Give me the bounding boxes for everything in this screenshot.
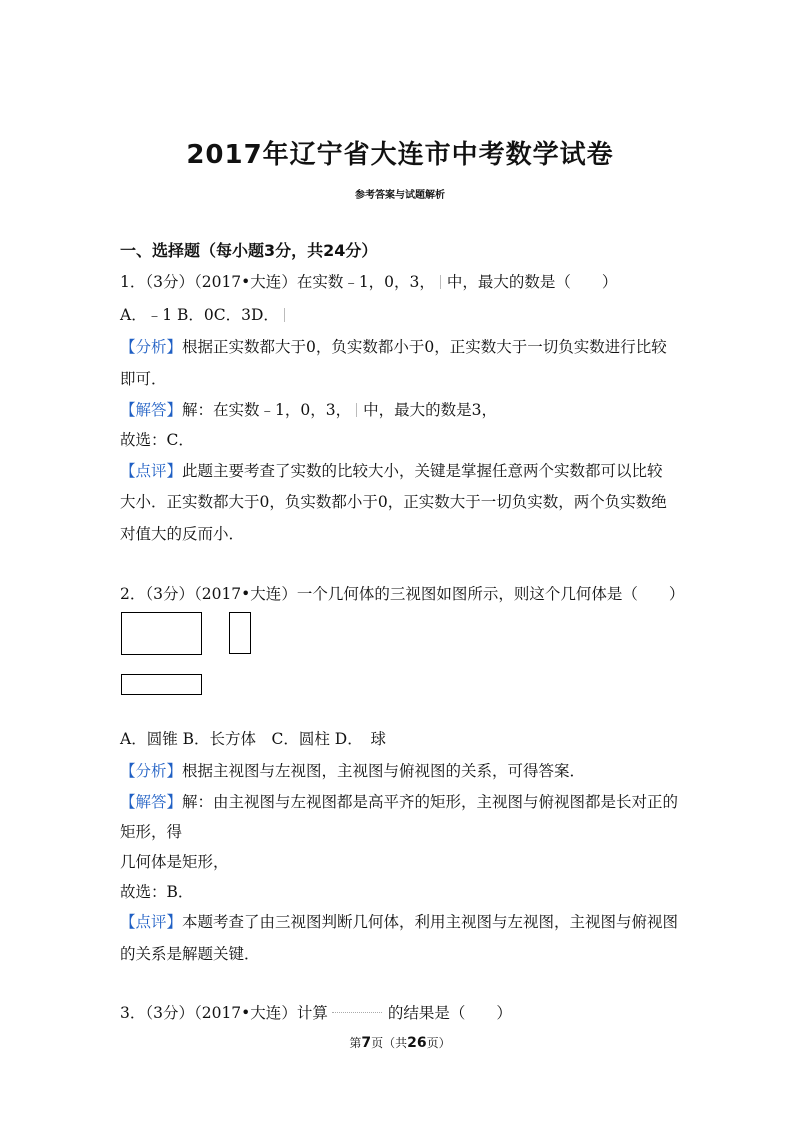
analysis-tag: 【分析】 [120,338,183,356]
comment-tag: 【点评】 [120,913,183,931]
q1-comment-cont: 对值大的反而小． [120,525,245,543]
q2-stem: 2．（3分）（2017•大连）一个几何体的三视图如图所示，则这个几何体是（ ） [120,585,685,603]
q1-analysis: 【分析】根据正实数都大于0，负实数都小于0，正实数大于一切负实数进行比较 [120,338,667,356]
q2-comment: 【点评】本题考查了由三视图判断几何体，利用主视图与左视图，主视图与俯视图 [120,913,679,931]
q2-answer: 【解答】解：由主视图与左视图都是高平齐的矩形，主视图与俯视图都是长对正的 [120,793,679,811]
total-pages: 26 [407,1035,427,1051]
side-view-rect [229,612,251,654]
answer-tag: 【解答】 [120,793,183,811]
front-view-rect [121,612,202,655]
analysis-tag: 【分析】 [120,762,183,780]
q1-options: A．﹣1 B．0C．3D． [120,305,291,325]
q1-comment-cont: 大小．正实数都大于0，负实数都小于0，正实数大于一切负实数，两个负实数绝 [120,493,667,511]
current-page: 7 [361,1035,372,1051]
page-subtitle: 参考答案与试题解析 [355,190,445,201]
section-heading: 一、选择题（每小题3分，共24分） [120,241,378,260]
q2-choice: 故选：B． [120,883,194,901]
page-footer: 第7页（共26页） [349,1035,451,1051]
q1-stem: 1．（3分）（2017•大连）在实数﹣1，0，3， 中，最大的数是（ ） [120,273,618,291]
q2-options: A．圆锥 B．长方体 C．圆柱 D． 球 [120,730,386,748]
q2-answer-cont: 矩形，得 [120,823,183,841]
q2-analysis: 【分析】根据主视图与左视图，主视图与俯视图的关系，可得答案． [120,762,586,780]
fraction-icon [281,308,289,322]
q2-answer-cont: 几何体是矩形， [120,853,229,871]
fraction-icon [353,403,361,417]
fraction-icon [437,275,445,289]
comment-tag: 【点评】 [120,462,183,480]
q3-stem: 3．（3分）（2017•大连）计算 的结果是（ ） [120,1004,512,1022]
q1-answer: 【解答】解：在实数﹣1，0，3， 中，最大的数是3， [120,401,497,419]
top-view-rect [121,674,202,695]
q1-comment: 【点评】此题主要考查了实数的比较大小，关键是掌握任意两个实数都可以比较 [120,462,663,480]
q2-comment-cont: 的关系是解题关键． [120,945,260,963]
expression-icon [328,1006,388,1018]
page-title: 2017年辽宁省大连市中考数学试卷 [186,140,614,170]
q1-analysis-cont: 即可． [120,370,167,388]
answer-tag: 【解答】 [120,401,183,419]
q1-choice: 故选：C． [120,431,194,449]
